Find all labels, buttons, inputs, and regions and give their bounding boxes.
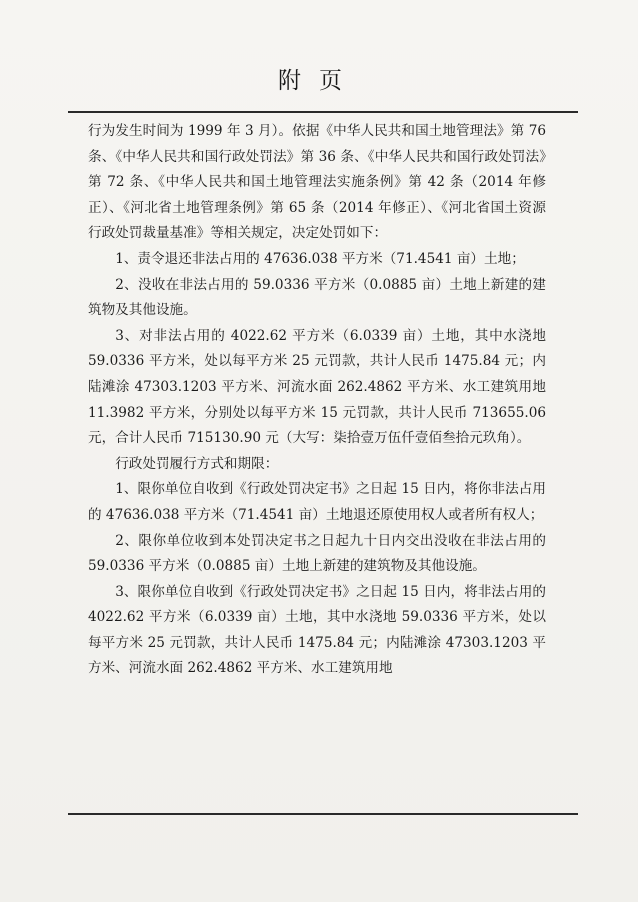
paragraph-enforcement-1: 1、限你单位自收到《行政处罚决定书》之日起 15 日内，将你非法占用的 47636.038 平方米（71.4541 亩）土地退还原使用权人或者所有权人； [88, 481, 546, 523]
paragraph-penalty-1: 1、责令退还非法占用的 47636.038 平方米（71.4541 亩）土地； [115, 250, 525, 267]
paragraph-penalty-2: 2、没收在非法占用的 59.0336 平方米（0.0885 亩）土地上新建的建筑物及其他设施。 [88, 276, 546, 319]
bottom-divider [68, 813, 578, 815]
paragraph-legal-basis: 行为发生时间为 1999 年 3 月）。依据《中华人民共和国土地管理法》第 76 条、《中华人民共和国行政处罚法》第 36 条、《中华人民共和国行政处罚法》第 72 条、《中华人民共和国土地管理法实施条例》第 42 条（2014 年修正）、《河北省土地管理条例》第 65 条（2014 年修正）、《河北省国土资源行政处罚裁量基准》等相关规定，决定处罚如下： [88, 123, 546, 242]
paragraph-enforcement-heading: 行政处罚履行方式和期限： [115, 455, 279, 472]
paragraph-enforcement-3: 3、限你单位自收到《行政处罚决定书》之日起 15 日内，将非法占用的 4022.62 平方米（6.0339 亩）土地，其中水浇地 59.0336 平方米，处以每平方米 25 元罚款，共计人民币 1475.84 元；内陆滩涂 47303.1203 平方米、河流水面 262.4862 平方米、水工建筑用地 [88, 583, 546, 677]
paragraph-penalty-3: 3、对非法占用的 4022.62 平方米（6.0339 亩）土地，其中水浇地 59.0336 平方米，处以每平方米 25 元罚款，共计人民币 1475.84 元；内陆滩涂 47303.1203 平方米、河流水面 262.4862 平方米、水工建筑用地 11.3982 平方米，分别处以每平方米 15 元罚款，共计人民币 713655.06 元，合计人民币 715130.90 元（大写：柒拾壹万伍仟壹佰叁拾元玖角）。 [88, 327, 546, 447]
document-body [88, 119, 546, 682]
top-divider [68, 111, 578, 113]
page-title: 附页 [278, 68, 360, 94]
paragraph-enforcement-2: 2、限你单位收到本处罚决定书之日起九十日内交出没收在非法占用的 59.0336 平方米（0.0885 亩）土地上新建的建筑物及其他设施。 [88, 532, 546, 575]
